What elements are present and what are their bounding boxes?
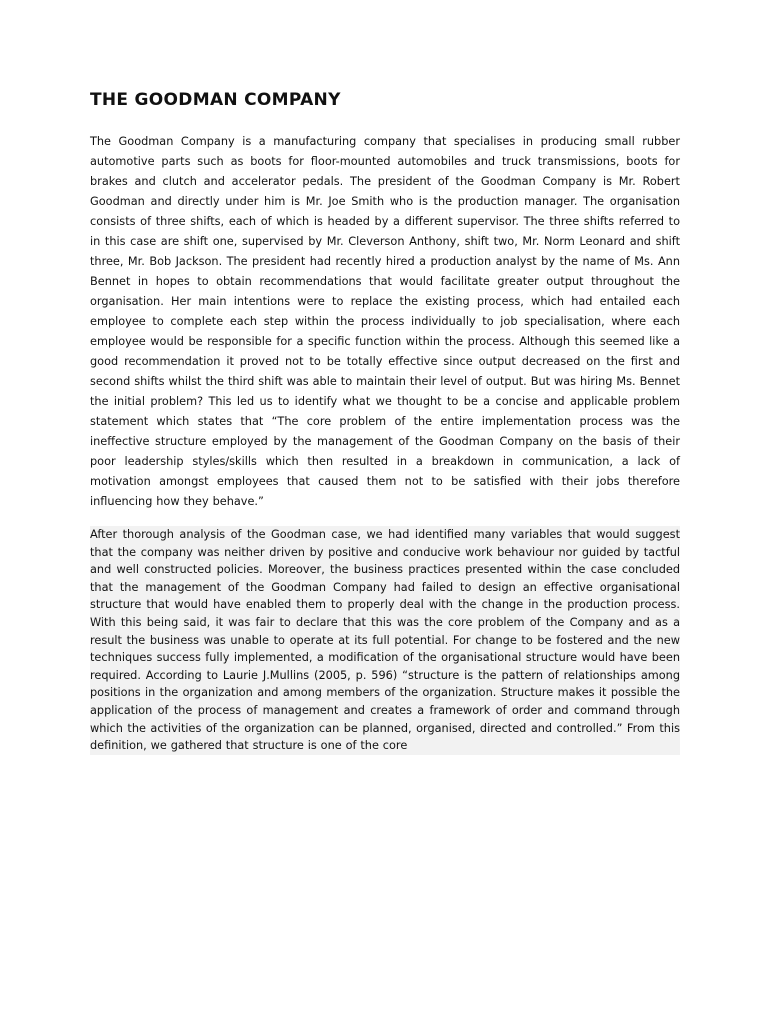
paragraph-2: After thorough analysis of the Goodman case, we had identified many variables that would suggest that the company was neither driven by positive and conducive work behaviour nor guided by tactful and well constructed policies. Moreover, the business practices presented within the case concluded that the management of the Goodman Company had failed to design an effective organisational structure that would have enabled them to properly deal with the change in the production process. With this being said, it was fair to declare that this was the core problem of the Company and as a result the business was unable to operate at its full potential. For change to be fostered and the new techniques success fully implemented, a modification of the organisational structure would have been required. According to Laurie J.Mullins (2005, p. 596) “structure is the pattern of relationships among positions in the organization and among members of the organization. Structure makes it possible the application of the process of management and creates a framework of order and command through which the activities of the organization can be planned, organised, directed and controlled.” From this definition, we gathered that structure is one of the core — [90, 526, 680, 755]
document-title: THE GOODMAN COMPANY — [90, 90, 341, 110]
paragraph-1: The Goodman Company is a manufacturing company that specialises in producing small rubber automotive parts such as boots for floor-mounted automobiles and truck transmissions, boots for brakes and clutch and accelerator pedals. The president of the Goodman Company is Mr. Robert Goodman and directly under him is Mr. Joe Smith who is the production manager. The organisation consists of three shifts, each of which is headed by a different supervisor. The three shifts referred to in this case are shift one, supervised by Mr. Cleverson Anthony, shift two, Mr. Norm Leonard and shift three, Mr. Bob Jackson. The president had recently hired a production analyst by the name of Ms. Ann Bennet in hopes to obtain recommendations that would facilitate greater output throughout the organisation. Her main intentions were to replace the existing process, which had entailed each employee to complete each step within the process individually to job specialisation, where each employee would be responsible for a specific function within the process. Although this seemed like a good recommendation it proved not to be totally effective since output decreased on the first and second shifts whilst the third shift was able to maintain their level of output. But was hiring Ms. Bennet the initial problem? This led us to identify what we thought to be a concise and applicable problem statement which states that “The core problem of the entire implementation process was the ineffective structure employed by the management of the Goodman Company on the basis of their poor leadership styles/skills which then resulted in a breakdown in communication, a lack of motivation amongst employees that caused them not to be satisfied with their jobs therefore influencing how they behave.” — [90, 135, 680, 508]
document-page — [90, 90, 680, 755]
